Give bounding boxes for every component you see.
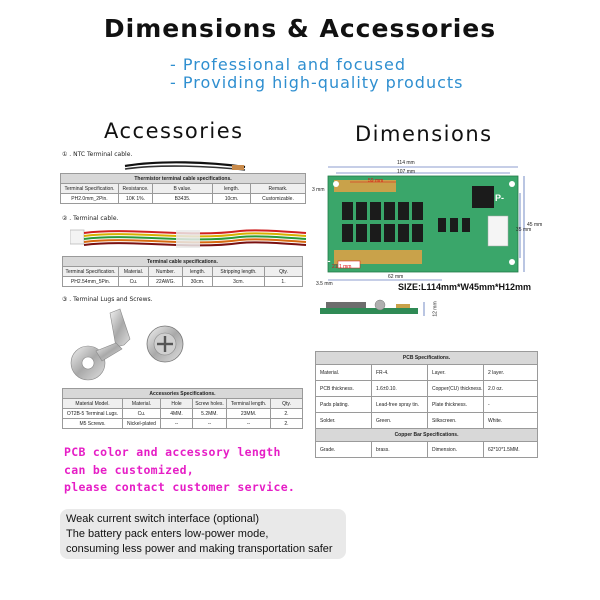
table-header: Number. — [149, 267, 183, 277]
table-header: Material Model. — [63, 399, 123, 409]
left-dimension: 3 mm — [312, 187, 325, 193]
dimensions-title: Dimensions — [355, 122, 493, 146]
table-cell: Lead-free spray tin. — [372, 397, 428, 413]
table-cell: 4MM. — [161, 409, 193, 419]
bottom-left-dimension: 3.5 mm — [316, 281, 333, 287]
inner-width-label: 107 mm — [397, 169, 416, 175]
table-header: length. — [183, 267, 213, 277]
table-cell: 1. — [265, 277, 303, 287]
table-cell: Copper(CU) thickness. — [428, 381, 484, 397]
table-cell: B3435. — [153, 194, 213, 204]
table-cell: - — [484, 397, 538, 413]
table-cell: 10cm. — [213, 194, 251, 204]
pcb-spec-table — [315, 351, 538, 458]
ntc-table-title: Thermistor terminal cable specifications. — [61, 174, 306, 184]
terminal-caption: ② . Terminal cable. — [62, 215, 119, 222]
table-cell: PCB thickness. — [316, 381, 372, 397]
table-cell: Cu. — [119, 277, 149, 287]
screw-image — [140, 318, 190, 373]
right-dimension-2: 45 mm — [527, 222, 543, 228]
table-cell: Customizable. — [251, 194, 306, 204]
table-cell: 22AWG. — [149, 277, 183, 287]
table-cell: White. — [484, 413, 538, 429]
terminal-spec-table — [62, 256, 303, 287]
table-cell: Solder. — [316, 413, 372, 429]
lugs-table-title: Accessories Specifications. — [63, 389, 303, 399]
table-cell: Cu. — [123, 409, 161, 419]
table-cell: 30cm. — [183, 277, 213, 287]
table-header: Qty. — [271, 399, 303, 409]
lugs-spec-table — [62, 388, 303, 429]
table-header: Terminal Specification. — [61, 184, 119, 194]
table-header: length. — [213, 184, 251, 194]
table-header: Resistance. — [119, 184, 153, 194]
table-cell: 2. — [271, 419, 303, 429]
table-cell: 2. — [271, 409, 303, 419]
pcb-side-view — [316, 296, 436, 324]
table-cell: Layer. — [428, 365, 484, 381]
accessories-title: Accessories — [104, 119, 244, 143]
table-cell: 10K 1%. — [119, 194, 153, 204]
table-header: Screw holes. — [193, 399, 227, 409]
bottom-mid-dimension: 62 mm — [388, 274, 404, 280]
table-cell: Nickel-plated — [123, 419, 161, 429]
table-header: Terminal length. — [227, 399, 271, 409]
ntc-spec-table — [60, 173, 306, 204]
table-header: Material. — [119, 267, 149, 277]
table-cell: Silkscreen. — [428, 413, 484, 429]
ntc-caption: ① . NTC Terminal cable. — [62, 151, 133, 158]
table-cell: OT2B-5 Terminal Lugs. — [63, 409, 123, 419]
table-cell: PH2.0mm_2Pin. — [61, 194, 119, 204]
table-cell: 3cm. — [213, 277, 265, 287]
table-cell: brass. — [372, 442, 428, 458]
table-header: Remark. — [251, 184, 306, 194]
table-header: B value. — [153, 184, 213, 194]
right-dimension-1: 35 mm — [516, 227, 532, 233]
bottom-red-dimension: 21.1 mm — [332, 264, 352, 270]
table-cell: 2 layer. — [484, 365, 538, 381]
terminal-cable-image — [70, 222, 310, 254]
table-header: Stripping length. — [213, 267, 265, 277]
table-cell: Dimension. — [428, 442, 484, 458]
table-cell: 5.2MM. — [193, 409, 227, 419]
table-cell: 1.6±0.10. — [372, 381, 428, 397]
pad-p-label: P- — [495, 193, 504, 203]
low-power-note-line3: consuming less power and making transportation safer — [66, 543, 333, 555]
low-power-note-line2: The battery pack enters low-power mode, — [66, 528, 269, 540]
table-cell: FR-4. — [372, 365, 428, 381]
table-header: Qty. — [265, 267, 303, 277]
table-cell: -- — [193, 419, 227, 429]
pcb-dimension-diagram — [312, 158, 532, 293]
copper-table-title: Copper Bar Specifications. — [316, 429, 538, 442]
table-cell: Grade. — [316, 442, 372, 458]
table-cell: Plate thickness. — [428, 397, 484, 413]
page-title: Dimensions & Accessories — [103, 14, 497, 43]
table-cell: -- — [161, 419, 193, 429]
pad-b-label: B- — [321, 256, 331, 266]
table-cell: Material. — [316, 365, 372, 381]
pcb-table-title: PCB Specifications. — [316, 352, 538, 365]
table-cell: Pads plating. — [316, 397, 372, 413]
table-cell: 62*10*1.5MM. — [484, 442, 538, 458]
table-cell: Green. — [372, 413, 428, 429]
custom-note-line2: can be customized, — [64, 463, 195, 477]
top-red-dimension: 59 mm — [368, 178, 384, 184]
lugs-caption: ③ . Terminal Lugs and Screws. — [62, 296, 153, 303]
table-header: Hole — [161, 399, 193, 409]
custom-note-line3: please contact customer service. — [64, 480, 296, 494]
table-cell: M5 Screws. — [63, 419, 123, 429]
side-thickness-label: 12 mm — [432, 301, 439, 317]
table-header: Terminal Specification. — [63, 267, 119, 277]
tagline-quality: - Providing high-quality products — [170, 73, 464, 92]
table-header: Material. — [123, 399, 161, 409]
terminal-table-title: Terminal cable specifications. — [63, 257, 303, 267]
size-text: SIZE:L114mm*W45mm*H12mm — [398, 282, 532, 292]
table-cell: -- — [227, 419, 271, 429]
table-cell: 2.0 oz. — [484, 381, 538, 397]
total-width-label: 114 mm — [397, 160, 415, 166]
custom-note-line1: PCB color and accessory length — [64, 445, 281, 459]
table-cell: 23MM. — [227, 409, 271, 419]
tagline-professional: - Professional and focused — [170, 55, 406, 74]
low-power-note-line1: Weak current switch interface (optional) — [66, 513, 259, 525]
table-cell: PH2.54mm_5Pin. — [63, 277, 119, 287]
